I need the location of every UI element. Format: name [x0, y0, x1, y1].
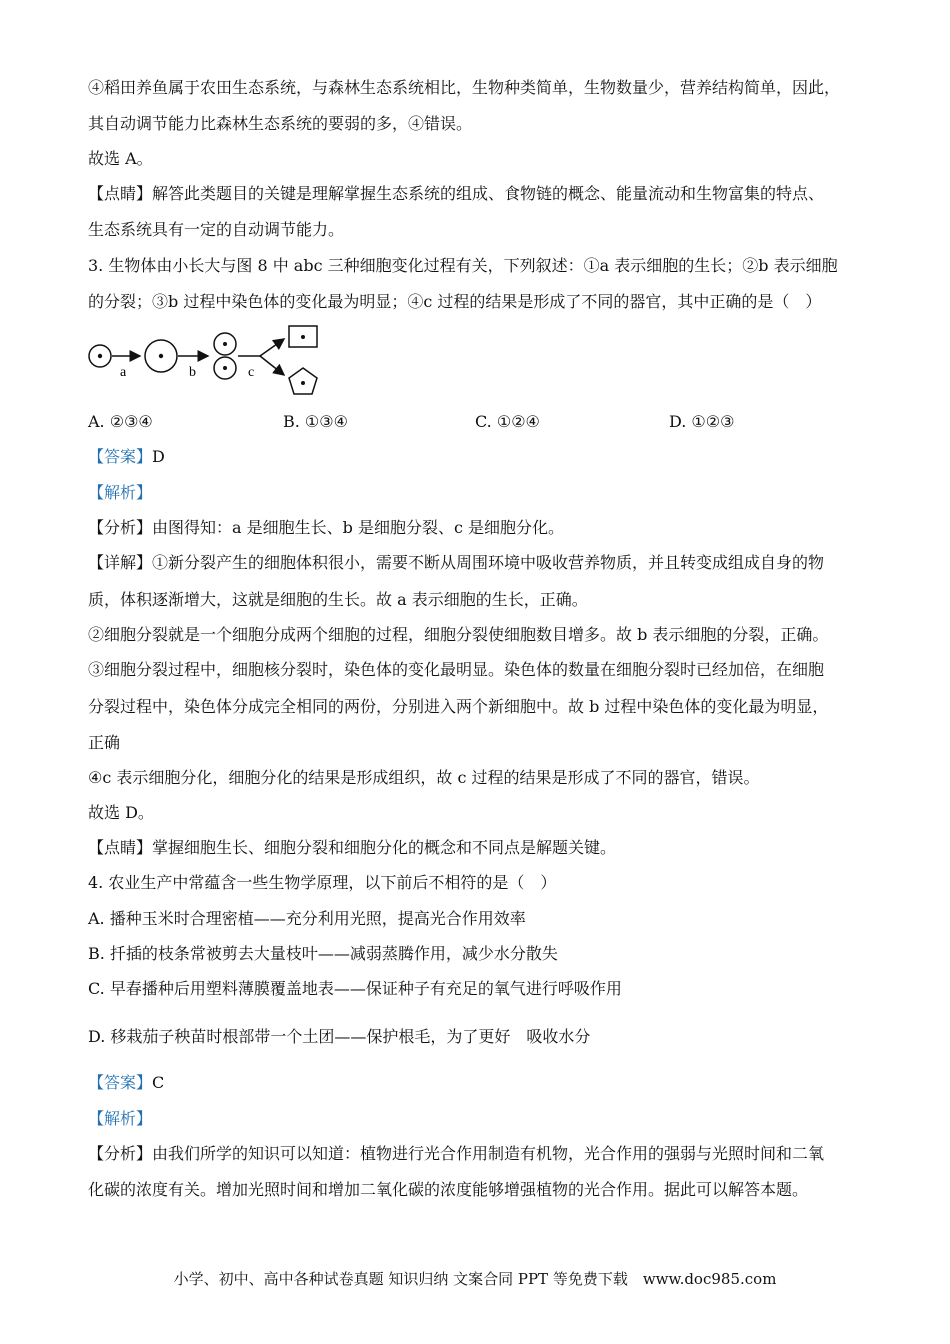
divided-cells [214, 333, 236, 379]
question-4-stem: 4. 农业生产中常蕴含一些生物学原理，以下前后不相符的是（ ） [88, 873, 557, 892]
paragraph-line: 分裂过程中，染色体分成完全相同的两份，分别进入两个新细胞中。故 b 过程中染色体的变化最为明显， [88, 697, 829, 716]
paragraph-line: ③细胞分裂过程中，细胞核分裂时，染色体的变化最明显。染色体的数量在细胞分裂时已经加倍，在细胞 [88, 660, 825, 679]
option-c: C. 早春播种后用塑料薄膜覆盖地表——保证种子有充足的氧气进行呼吸作用 [88, 979, 622, 998]
paragraph-line: 其自动调节能力比森林生态系统的要弱的多，④错误。 [88, 114, 473, 133]
dianjing-tag: 【点睛】 [88, 184, 153, 203]
answer-value: D [152, 447, 165, 466]
paragraph-line: ②细胞分裂就是一个细胞分成两个细胞的过程，细胞分裂使细胞数目增多。故 b 表示细胞的分裂，正确。 [88, 625, 829, 644]
cell-process-figure [86, 322, 326, 398]
answer-line [88, 447, 165, 467]
option-b: B. 扦插的枝条常被剪去大量枝叶——减弱蒸腾作用，减少水分散失 [88, 944, 558, 963]
answer-line [88, 1073, 164, 1093]
dianjing-text: 掌握细胞生长、细胞分裂和细胞分化的概念和不同点是解题关键。 [152, 838, 617, 857]
arrow-c-up [260, 339, 284, 356]
label-a: a [120, 365, 127, 380]
question-3-stem: 的分裂；③b 过程中染色体的变化最为明显；④c 过程的结果是形成了不同的器官，其中正确的是（ ） [88, 292, 822, 311]
paragraph-line: 生态系统具有一定的自动调节能力。 [88, 220, 345, 239]
choose-line: 故选 A。 [88, 149, 153, 168]
page-footer: 小学、初中、高中各种试卷真题 知识归纳 文案合同 PPT 等免费下载 www.doc985.com [173, 1270, 777, 1288]
choose-line: 故选 D。 [88, 803, 154, 822]
xiangjie-tag: 【详解】 [88, 553, 153, 572]
option-b: B. ①③④ [283, 412, 348, 431]
label-c: c [248, 365, 255, 380]
xiangjie-line [88, 553, 824, 573]
paragraph-line: 化碳的浓度有关。增加光照时间和增加二氧化碳的浓度能够增强植物的光合作用。据此可以解答本题。 [88, 1180, 809, 1199]
option-a: A. 播种玉米时合理密植——充分利用光照，提高光合作用效率 [88, 909, 526, 928]
dianjing-line [88, 184, 824, 204]
paragraph-line: ④稻田养鱼属于农田生态系统，与森林生态系统相比，生物种类简单，生物数量少，营养结构简单，因此， [88, 78, 841, 97]
square-cell [289, 326, 317, 347]
grown-cell [145, 340, 177, 372]
fenxi-text: 由我们所学的知识可以知道：植物进行光合作用制造有机物，光合作用的强弱与光照时间和二氧 [152, 1144, 825, 1163]
dianjing-tag: 【点睛】 [88, 838, 153, 857]
fenxi-line [88, 518, 564, 538]
answer-tag: 【答案】 [88, 447, 153, 466]
paragraph-line: 正确 [88, 733, 121, 752]
option-d: D. 移栽茄子秧苗时根部带一个土团——保护根毛，为了更好 吸收水分 [88, 1027, 591, 1046]
paragraph-line: ④c 表示细胞分化，细胞分化的结果是形成组织，故 c 过程的结果是形成了不同的器官，错误。 [88, 768, 760, 787]
fenxi-tag: 【分析】 [88, 518, 153, 537]
fenxi-tag: 【分析】 [88, 1144, 153, 1163]
jiexi-label: 【解析】 [88, 483, 153, 502]
answer-value: C [152, 1073, 165, 1092]
pentagon-cell [289, 368, 317, 394]
fenxi-line [88, 1144, 824, 1164]
fenxi-text: 由图得知：a 是细胞生长、b 是细胞分裂、c 是细胞分化。 [152, 518, 565, 537]
paragraph-line: 质，体积逐渐增大，这就是细胞的生长。故 a 表示细胞的生长，正确。 [88, 590, 588, 609]
arrow-c-down [260, 356, 284, 375]
dianjing-text: 解答此类题目的关键是理解掌握生态系统的组成、食物链的概念、能量流动和生物富集的特点、 [152, 184, 825, 203]
answer-tag: 【答案】 [88, 1073, 153, 1092]
option-c: C. ①②④ [475, 412, 540, 431]
jiexi-label: 【解析】 [88, 1109, 153, 1128]
jiexi-tag [88, 483, 152, 503]
dianjing-line [88, 838, 616, 858]
label-b: b [189, 365, 196, 380]
small-cell [89, 345, 111, 367]
xiangjie-text: ①新分裂产生的细胞体积很小，需要不断从周围环境中吸收营养物质，并且转变成组成自身的物 [152, 553, 825, 572]
option-a: A. ②③④ [88, 412, 153, 431]
jiexi-tag [88, 1109, 152, 1129]
option-d: D. ①②③ [669, 412, 735, 431]
question-3-stem: 3. 生物体由小长大与图 8 中 abc 三种细胞变化过程有关，下列叙述：①a 表示细胞的生长；②b 表示细胞 [88, 256, 838, 275]
